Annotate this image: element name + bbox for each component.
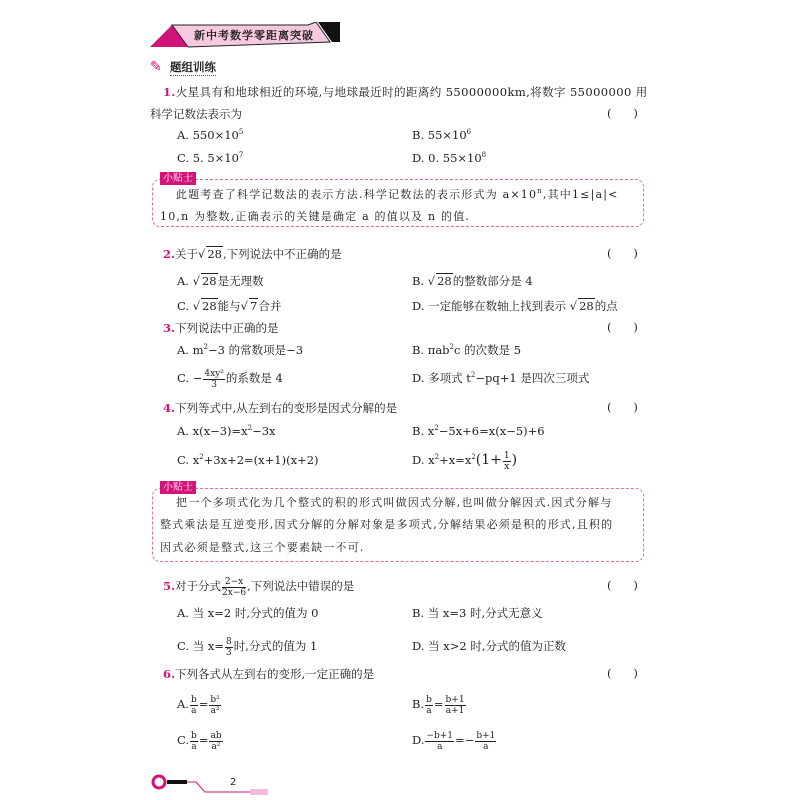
tip-line: 此题考查了科学记数法的表示方法.科学记数法的表示形式为 $a\times 10^n$,其中1≤|a|< [176,187,619,201]
option-a[interactable]: A. $550\times 10^5$ [177,128,244,142]
pencil-icon: ✎ [150,59,162,75]
option-b[interactable]: B. $x^2-5x+6=x(x-5)+6$ [412,424,545,438]
section-title: 题组训练 [170,60,216,74]
footer-decoration [150,770,270,795]
option-b[interactable]: B. 当 x=3 时,分式无意义 [412,606,543,620]
option-a[interactable]: A. $x(x-3)=x^2-3x$ [177,424,276,438]
question-1-cont: 科学记数法表示为 [150,107,242,121]
option-d[interactable]: D. 0. $55\times 10^8$ [412,151,487,165]
question-text: 火星具有和地球相近的环境,与地球最近时的距离约 55000000km,将数字 55000000 用 [175,85,648,99]
answer-blank[interactable]: ( ) [607,578,638,592]
option-c[interactable]: C. $\frac{b}{a}$ = $\frac{ab}{\text{a²}}$ [177,730,222,752]
option-c[interactable]: C. √ 28能与√ 7合并 [177,299,282,313]
option-a[interactable]: A. $\frac{b}{a}$ = $\frac{\text{b²}}{\text{a²}}$ [177,694,220,716]
option-c[interactable]: C. 当 x= $\frac{8}{3}$ 时,分式的值为 1 [177,636,318,658]
option-a[interactable]: A. $m^2-3$ 的常数项是−3 [177,343,304,357]
question-4: 4.下列等式中,从左到右的变形是因式分解的是 [163,401,398,415]
answer-blank[interactable]: ( ) [607,666,638,680]
option-d[interactable]: D. 当 x>2 时,分式的值为正数 [412,639,567,653]
option-b[interactable]: B. √ 28的整数部分是 4 [412,274,533,288]
option-d[interactable]: D. $\frac{-b+1}{a}$ =− $\frac{b+1}{a}$ [412,730,496,752]
option-b[interactable]: B. πab$^2$c 的次数是 5 [412,343,522,357]
question-5: 5.对于分式 $\frac{2-x}{2x-6}$ ,下列说法中错误的是 [163,576,355,598]
option-b[interactable]: B. $55\times 10^6$ [412,128,472,142]
page-number: 2 [230,777,237,788]
question-1 [163,84,648,100]
option-c[interactable]: C. $x^2+3x+2=(x+1)(x+2)$ [177,453,319,467]
question-2: 2.关于√ 28,下列说法中不正确的是 [163,247,342,261]
answer-blank[interactable]: ( ) [607,246,638,260]
question-6: 6.下列各式从左到右的变形,一定正确的是 [163,667,375,681]
option-c[interactable]: C. 5. $5\times 10^7$ [177,151,244,165]
question-3: 3.下列说法中正确的是 [163,321,279,335]
tip-line: 因式必须是整式,这三个要素缺一不可. [160,541,365,554]
tip-line: 把一个多项式化为几个整式的积的形式叫做因式分解,也叫做分解因式.因式分解与 [176,496,613,509]
tip-label: 小贴士 [160,172,196,185]
tip-label: 小贴士 [160,481,196,494]
option-d[interactable]: D. 多项式 $t^2-pq+1$ 是四次三项式 [412,371,590,385]
tip-line: 整式乘法是互逆变形,因式分解的分解对象是多项式,分解结果必须是积的形式,且积的 [160,518,614,531]
option-c[interactable]: C. − $\frac{\text{4xy²}}{3}$ 的系数是 4 [177,368,283,390]
option-b[interactable]: B. $\frac{b}{a}$ = $\frac{b+1}{a+1}$ [412,694,465,716]
answer-blank[interactable]: ( ) [607,400,638,414]
option-a[interactable]: A. √ 28是无理数 [177,274,264,288]
option-d[interactable]: D. 一定能够在数轴上找到表示 √ 28的点 [412,299,618,313]
header-title: 新中考数学零距离突破 [194,29,314,42]
option-d[interactable]: D. $x^2+x=x^2(1+$ $\frac{1}{x}$ ) [412,450,518,472]
question-number: 1. [163,85,176,99]
option-a[interactable]: A. 当 x=2 时,分式的值为 0 [177,606,319,620]
tip-line: 10,n 为整数,正确表示的关键是确定 a 的值以及 n 的值. [160,210,471,223]
answer-blank[interactable]: ( ) [607,320,638,334]
answer-blank[interactable]: ( ) [607,106,638,120]
